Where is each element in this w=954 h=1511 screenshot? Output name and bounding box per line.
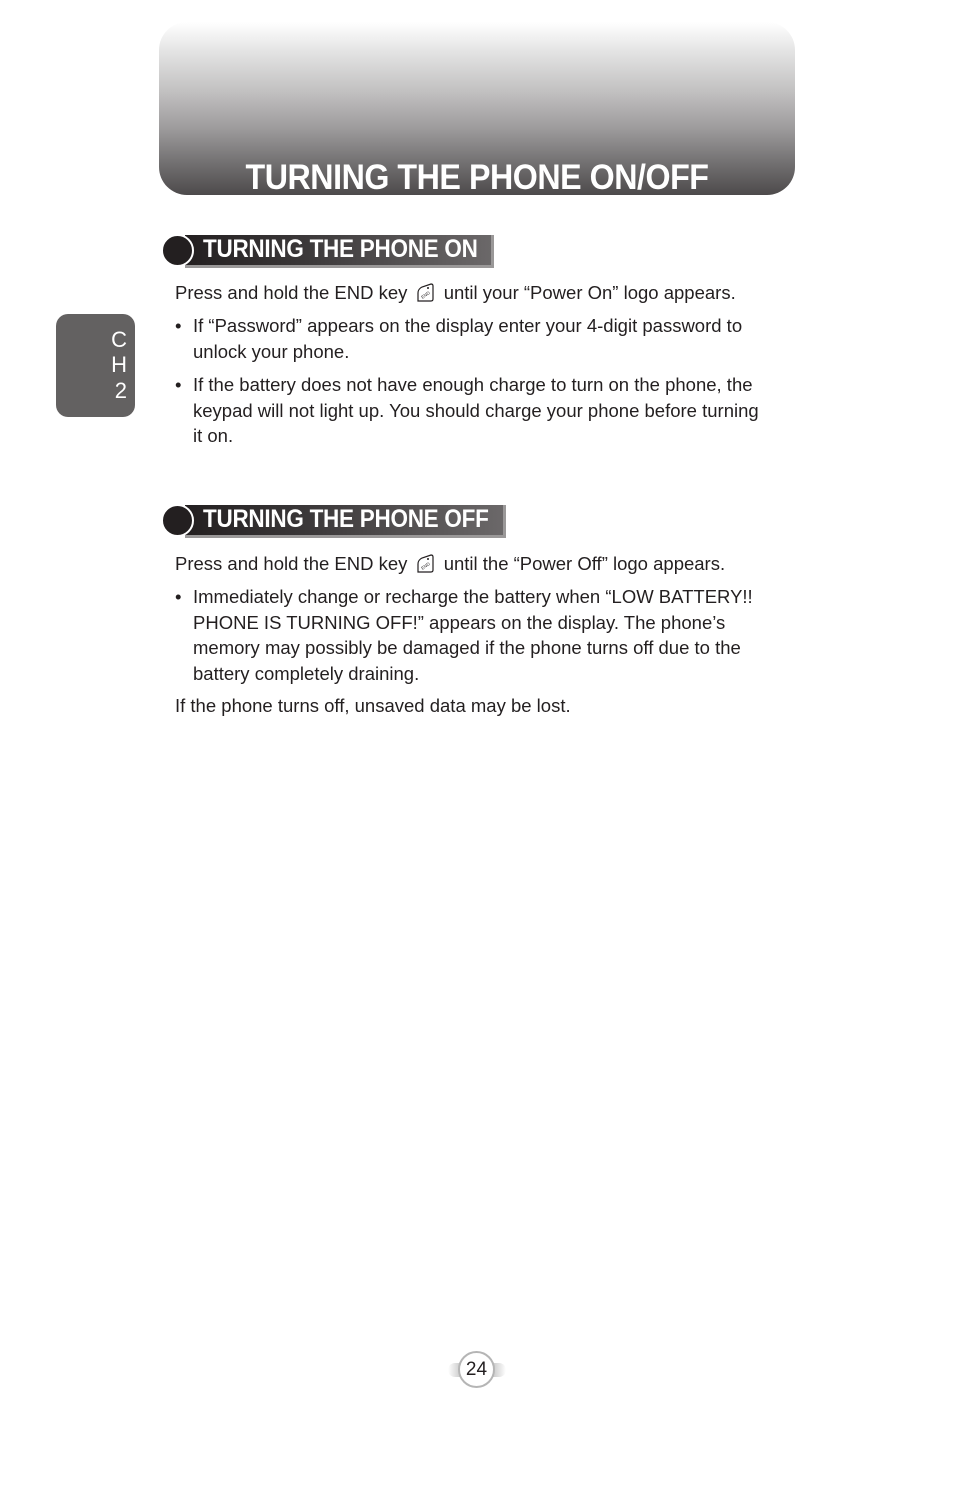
list-item-text: keypad will not light up. You should charge your phone before turning (193, 399, 759, 421)
heading-bullet-circle-icon (161, 234, 194, 267)
page-title: TURNING THE PHONE ON/OFF (245, 158, 709, 197)
chapter-tab (56, 314, 135, 417)
section-heading-phone-off (161, 501, 511, 539)
chapter-tab-letter: H (111, 352, 127, 377)
page-number-badge (447, 1350, 507, 1390)
section-heading-label: TURNING THE PHONE ON (203, 235, 478, 263)
bullet-glyph: • (175, 374, 182, 395)
page-number: 24 (458, 1351, 495, 1388)
instruction-power-on (175, 280, 736, 305)
svg-text:END: END (419, 290, 431, 300)
list-item-text: If “Password” appears on the display enter your 4-digit password to (193, 315, 743, 336)
chapter-tab-letter: C (111, 327, 127, 352)
chapter-tab-number: 2 (114, 378, 127, 403)
bullet-glyph: • (175, 315, 182, 336)
list-item-text: If the battery does not have enough charge to turn on the phone, the (193, 374, 753, 395)
list-item-text: PHONE IS TURNING OFF!” appears on the display. The phone’s (193, 611, 726, 633)
list-item-text: Immediately change or recharge the battery when “LOW BATTERY!! (193, 586, 753, 607)
list-item-text: unlock your phone. (193, 340, 350, 362)
instruction-text: until the “Power Off” logo appears. (443, 553, 726, 574)
list-item-text: it on. (193, 425, 234, 446)
list-item-text: battery completely draining. (193, 662, 420, 684)
section-heading-label: TURNING THE PHONE OFF (203, 505, 489, 533)
bullet-glyph: • (175, 586, 182, 607)
end-key-icon (415, 554, 435, 574)
heading-bullet-circle-icon (161, 504, 194, 537)
svg-text:END: END (419, 561, 431, 571)
instruction-text: Press and hold the END key (175, 553, 408, 574)
instruction-power-off (175, 551, 725, 576)
section-heading-phone-on (161, 231, 496, 269)
instruction-text: until your “Power On” logo appears. (443, 282, 736, 303)
instruction-text: Press and hold the END key (175, 282, 408, 303)
chapter-title-banner (159, 22, 795, 195)
data-loss-note: If the phone turns off, unsaved data may be lost. (175, 695, 571, 716)
list-item-text: memory may possibly be damaged if the phone turns off due to the (193, 637, 741, 658)
end-key-icon (415, 283, 435, 303)
